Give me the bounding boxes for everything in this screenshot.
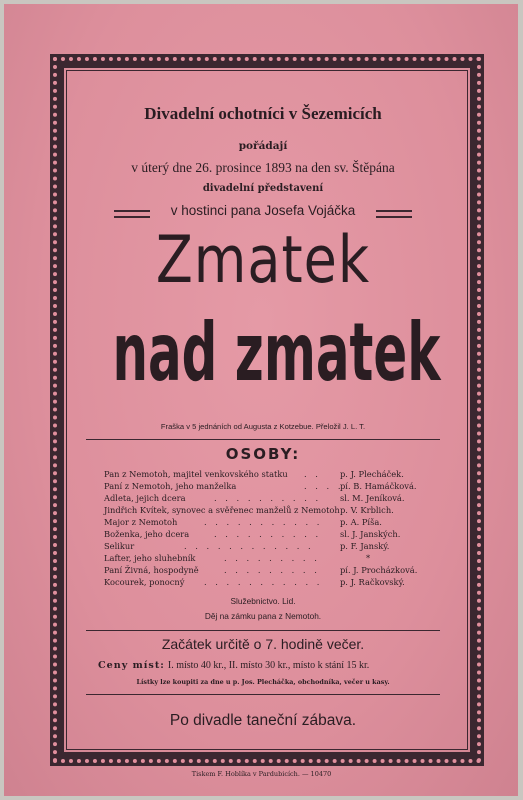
servants: Služebnictvo. Lid. [230, 596, 296, 606]
cast-dots: . . . . . . . . . [224, 553, 320, 563]
printer-credit: Tiskem F. Hoblíka v Pardubicích. — 10470 [191, 770, 332, 778]
date-line: v úterý dne 26. prosince 1893 na den sv. Štěpána [131, 160, 395, 175]
cast-dots: . . . . . . . . . . . [204, 517, 323, 527]
subtitle: Fraška v 5 jednáních od Augusta z Kotzebue. Přeložil J. L. T. [160, 422, 366, 431]
cast-row [104, 504, 434, 516]
cast-row [104, 516, 434, 528]
venue: v hostinci pana Josefa Vojáčka [170, 203, 356, 218]
cast-actor: p. V. Krblich. [340, 505, 394, 515]
title-line-2: nad zmatek [112, 307, 441, 400]
cast-actor: sl. M. Jeníková. [340, 493, 405, 503]
performance-type: divadelní představení [202, 183, 324, 194]
cast-row [104, 492, 434, 504]
organizer: Divadelní ochotníci v Šezemicích [144, 104, 382, 123]
cast-row [104, 576, 434, 588]
cast-role: Major z Nemotoh [104, 517, 178, 527]
ticket-info: Lístky lze koupiti za dne u p. Jos. Plecháčka, obchodníka, večer u kasy. [136, 678, 390, 686]
cast-actor: p. J. Plecháček. [340, 469, 404, 479]
cast-dots: . . . . . . . . . . [214, 493, 322, 503]
cast-row [104, 528, 434, 540]
prices-label: Ceny míst: [98, 660, 165, 671]
cast-role: Paní z Nemotoh, jeho manželka [104, 481, 237, 491]
cast-heading: OSOBY: [225, 445, 301, 463]
cast-dots: . . . . . . . . . . . [204, 577, 323, 587]
cast-role: Boženka, jeho dcera [104, 529, 190, 539]
cast-row [104, 480, 434, 492]
cast-actor: p. A. Píša. [340, 517, 382, 527]
cast-role: Selikur [104, 541, 135, 551]
cast-dots: . . . . . . . . . . . . [184, 541, 314, 551]
cast-row [104, 552, 434, 564]
cast-dots: . . . . . . . . . . [214, 529, 322, 539]
subtitle-rule [86, 439, 440, 440]
prices-line [98, 660, 438, 671]
cast-actor: p. F. Janský. [340, 541, 390, 551]
cast-role: Pan z Nemotoh, majitel venkovského statku [104, 469, 288, 479]
setting: Děj na zámku pana z Nemotoh. [204, 611, 322, 621]
cast-actor: sl. J. Janských. [340, 529, 401, 539]
title-line-1: Zmatek [155, 222, 371, 298]
cast-dots: . . [304, 469, 321, 479]
start-time: Začátek určitě o 7. hodině večer. [161, 636, 365, 652]
cast-role: Kocourek, ponocný [104, 577, 185, 587]
cast-row [104, 540, 434, 552]
prices-text: I. místo 40 kr., II. místo 30 kr., místo k stání 15 kr. [167, 660, 370, 671]
cast-dots: . . . . . . . . . [224, 565, 320, 575]
verb: pořádají [238, 140, 288, 152]
dance-announcement: Po divadle taneční zábava. [169, 712, 357, 729]
cast-role: Jindřich Kvítek, synovec a svěřenec manželů z Nemotoh [104, 505, 340, 515]
setting-divider [86, 630, 440, 631]
poster-content [70, 74, 456, 738]
cast-dots: . . . . [304, 481, 344, 491]
cast-row [104, 468, 434, 480]
cast-role: Adleta, jejich dcera [104, 493, 186, 503]
dance-divider [86, 694, 440, 695]
cast-row [104, 564, 434, 576]
cast-role: Paní Živná, hospodyně [104, 565, 199, 575]
cast-actor: pí. J. Procházková. [340, 565, 418, 575]
venue-rule-right [376, 210, 412, 218]
cast-actor: * [366, 553, 371, 563]
cast-role: Lafter, jeho sluhebník [104, 553, 196, 563]
cast-actor: pí. B. Hamáčková. [340, 481, 417, 491]
cast-actor: p. J. Račkovský. [340, 577, 405, 587]
